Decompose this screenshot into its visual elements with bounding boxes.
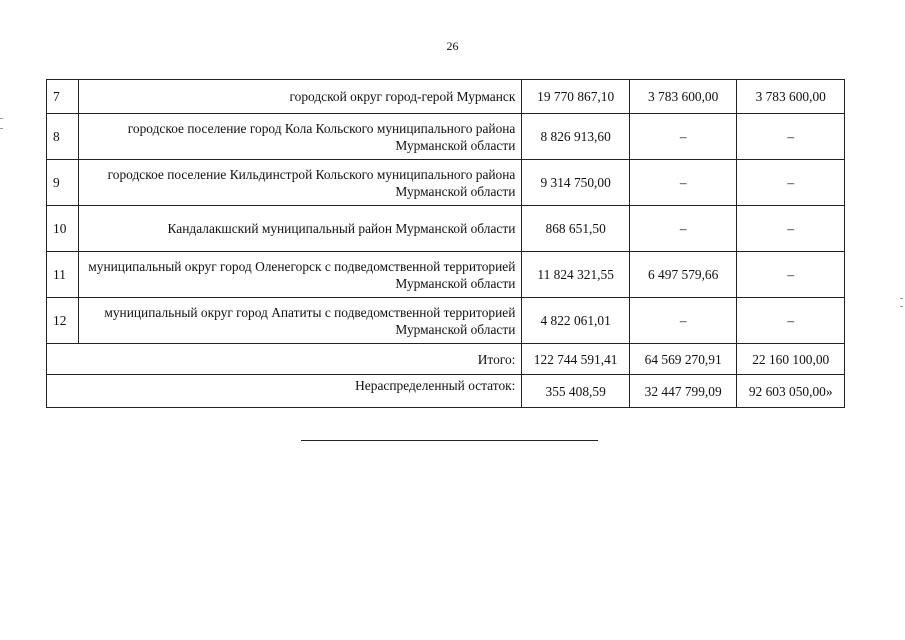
municipality-name: муниципальный округ город Апатиты с подведомственной территорией Мурманской области [79, 298, 522, 344]
table-row [47, 114, 845, 160]
total-label: Итого: [47, 344, 522, 375]
remainder-label: Нераспределенный остаток: [47, 375, 522, 408]
row-number: 9 [47, 160, 79, 206]
amount-cell: 3 783 600,00 [737, 80, 845, 114]
remainder-amount: 32 447 799,09 [629, 375, 737, 408]
amount-cell: 11 824 321,55 [522, 252, 630, 298]
table-row [47, 298, 845, 344]
municipality-name: городское поселение город Кола Кольского муниципального района Мурманской области [79, 114, 522, 160]
table-row [47, 252, 845, 298]
remainder-row [47, 375, 845, 408]
end-of-document-line [301, 440, 598, 441]
amount-cell: – [737, 298, 845, 344]
table-row [47, 80, 845, 114]
amount-cell: – [629, 298, 737, 344]
amount-cell: 9 314 750,00 [522, 160, 630, 206]
row-number: 12 [47, 298, 79, 344]
municipality-name: Кандалакшский муниципальный район Мурманской области [79, 206, 522, 252]
row-number: 11 [47, 252, 79, 298]
scan-artifact [0, 118, 3, 119]
remainder-amount: 355 408,59 [522, 375, 630, 408]
scan-artifact [900, 298, 903, 299]
row-number: 10 [47, 206, 79, 252]
total-amount: 64 569 270,91 [629, 344, 737, 375]
table-row [47, 160, 845, 206]
amount-cell: 6 497 579,66 [629, 252, 737, 298]
amount-cell: 19 770 867,10 [522, 80, 630, 114]
amount-cell: 8 826 913,60 [522, 114, 630, 160]
municipality-name: городской округ город-герой Мурманск [79, 80, 522, 114]
table-row [47, 206, 845, 252]
amount-cell: 868 651,50 [522, 206, 630, 252]
municipality-name: городское поселение Кильдинстрой Кольского муниципального района Мурманской области [79, 160, 522, 206]
remainder-amount: 92 603 050,00» [737, 375, 845, 408]
distribution-table [46, 79, 845, 408]
amount-cell: – [737, 114, 845, 160]
scan-artifact [0, 128, 3, 129]
page-number: 26 [446, 39, 459, 53]
total-amount: 22 160 100,00 [737, 344, 845, 375]
amount-cell: 3 783 600,00 [629, 80, 737, 114]
amount-cell: – [737, 252, 845, 298]
row-number: 8 [47, 114, 79, 160]
total-row [47, 344, 845, 375]
municipality-name: муниципальный округ город Оленегорск с подведомственной территорией Мурманской области [79, 252, 522, 298]
amount-cell: – [629, 206, 737, 252]
amount-cell: – [629, 114, 737, 160]
amount-cell: – [737, 206, 845, 252]
amount-cell: 4 822 061,01 [522, 298, 630, 344]
row-number: 7 [47, 80, 79, 114]
total-amount: 122 744 591,41 [522, 344, 630, 375]
scan-artifact [900, 306, 903, 307]
amount-cell: – [629, 160, 737, 206]
amount-cell: – [737, 160, 845, 206]
